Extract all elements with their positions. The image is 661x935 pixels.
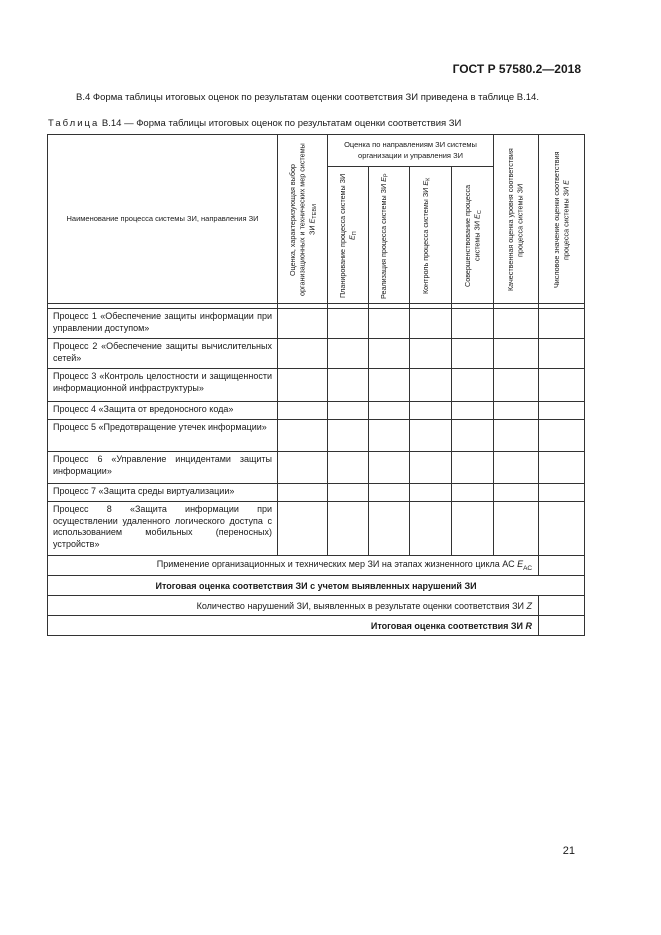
score-cell[interactable] [410, 309, 452, 339]
score-cell[interactable] [539, 420, 585, 452]
score-cell[interactable] [278, 402, 328, 420]
score-cell[interactable] [539, 369, 585, 402]
page-number: 21 [562, 845, 575, 857]
score-cell[interactable] [369, 502, 410, 556]
score-cell[interactable] [494, 452, 539, 484]
summary-z-symbol: Z [526, 600, 533, 611]
score-cell[interactable] [539, 484, 585, 502]
summary-r-text: Итоговая оценка соответствия ЗИ [370, 620, 524, 631]
score-cell[interactable] [494, 339, 539, 369]
header-measures-choice-text: Оценка, характеризующая выбор организационных и технических мер системы ЗИ [287, 143, 316, 297]
score-cell[interactable] [278, 309, 328, 339]
process-name: Процесс 8 «Защита информации при осуществлении удаленного логического доступа с использованием мобильных (переносных) устройств» [48, 502, 278, 556]
summary-eac-value[interactable] [539, 556, 585, 576]
score-cell[interactable] [328, 309, 369, 339]
score-cell[interactable] [494, 420, 539, 452]
summary-r-symbol: R [525, 620, 533, 631]
score-cell[interactable] [328, 402, 369, 420]
header-improvement-symbol: E [472, 214, 482, 220]
table-caption-text: В.14 — Форма таблицы итоговых оценок по результатам оценки соответствия ЗИ [99, 118, 462, 129]
score-cell[interactable] [328, 339, 369, 369]
table-row [48, 402, 585, 420]
summary-r-label [48, 616, 539, 636]
header-quality-level-text: Качественная оценка уровня соответствия процесса системы ЗИ [506, 148, 525, 292]
score-cell[interactable] [410, 502, 452, 556]
table-caption-label: Таблица [48, 118, 100, 129]
summary-z-label [48, 596, 539, 616]
process-name: Процесс 5 «Предотвращение утечек информации» [48, 420, 278, 452]
score-cell[interactable] [539, 339, 585, 369]
header-improvement [452, 167, 494, 304]
summary-row-eac [48, 556, 585, 576]
score-cell[interactable] [452, 502, 494, 556]
process-name: Процесс 2 «Обеспечение защиты вычислительных сетей» [48, 339, 278, 369]
score-cell[interactable] [328, 369, 369, 402]
process-name: Процесс 4 «Защита от вредоносного кода» [48, 402, 278, 420]
summary-eac-sub: АС [523, 564, 533, 572]
score-cell[interactable] [278, 484, 328, 502]
process-name: Процесс 6 «Управление инцидентами защиты информации» [48, 452, 278, 484]
header-improvement-text: Совершенствование процесса системы ЗИ [462, 184, 482, 288]
header-improvement-sub: С [476, 210, 483, 215]
header-numeric-value [539, 135, 585, 304]
header-implementation-symbol: E [379, 176, 388, 182]
summary-z-text: Количество нарушений ЗИ, выявленных в результате оценки соответствия ЗИ [196, 600, 525, 611]
score-cell[interactable] [410, 339, 452, 369]
score-cell[interactable] [452, 484, 494, 502]
table-row [48, 309, 585, 339]
score-cell[interactable] [369, 309, 410, 339]
score-cell[interactable] [328, 502, 369, 556]
summary-total-label: Итоговая оценка соответствия ЗИ с учетом выявленных нарушений ЗИ [48, 576, 585, 596]
score-cell[interactable] [278, 420, 328, 452]
score-cell[interactable] [452, 339, 494, 369]
score-cell[interactable] [452, 309, 494, 339]
header-control [410, 167, 452, 304]
score-cell[interactable] [369, 369, 410, 402]
summary-eac-text: Применение организационных и технических мер ЗИ на этапах жизненного цикла АС [156, 559, 515, 570]
table-row [48, 339, 585, 369]
header-control-text: Контроль процесса системы ЗИ [420, 187, 430, 295]
score-cell[interactable] [494, 402, 539, 420]
header-implementation [369, 167, 410, 304]
score-cell[interactable] [452, 369, 494, 402]
score-cell[interactable] [452, 420, 494, 452]
score-cell[interactable] [452, 452, 494, 484]
score-cell[interactable] [410, 402, 452, 420]
header-control-symbol: E [420, 181, 430, 186]
header-planning [328, 167, 369, 304]
score-cell[interactable] [369, 484, 410, 502]
header-measures-choice-symbol: E [306, 219, 316, 224]
table-row [48, 452, 585, 484]
header-measures-choice [278, 135, 328, 304]
score-cell[interactable] [410, 484, 452, 502]
table-row [48, 420, 585, 452]
header-quality-level [494, 135, 539, 304]
summary-row-total [48, 576, 585, 596]
header-numeric-value-text: Числовое значение оценки соответствия процесса системы ЗИ [551, 151, 571, 289]
score-cell[interactable] [452, 402, 494, 420]
header-measures-choice-sub: ТЕВИ [311, 204, 318, 220]
assessment-table [47, 134, 585, 636]
header-planning-symbol: E [347, 235, 357, 241]
table-row [48, 369, 585, 402]
summary-row-r [48, 616, 585, 636]
score-cell[interactable] [278, 452, 328, 484]
document-code: ГОСТ Р 57580.2—2018 [452, 62, 581, 76]
summary-eac-label [48, 556, 539, 576]
score-cell[interactable] [369, 452, 410, 484]
score-cell[interactable] [494, 309, 539, 339]
summary-eac-symbol: E [517, 559, 524, 570]
table-row [48, 502, 585, 556]
score-cell[interactable] [494, 502, 539, 556]
header-process-name: Наименование процесса системы ЗИ, направления ЗИ [48, 135, 278, 304]
table-caption [48, 118, 461, 129]
score-cell[interactable] [494, 369, 539, 402]
score-cell[interactable] [278, 369, 328, 402]
intro-paragraph: В.4 Форма таблицы итоговых оценок по результатам оценки соответствия ЗИ приведена в таблице В.14. [76, 92, 539, 103]
score-cell[interactable] [369, 402, 410, 420]
score-cell[interactable] [410, 369, 452, 402]
score-cell[interactable] [494, 484, 539, 502]
table-row [48, 484, 585, 502]
header-numeric-value-symbol: E [561, 180, 571, 185]
score-cell[interactable] [539, 309, 585, 339]
header-implementation-text: Реализация процесса системы ЗИ [379, 183, 388, 299]
header-planning-text: Планирование процесса системы ЗИ [338, 173, 347, 299]
score-cell[interactable] [410, 420, 452, 452]
score-cell[interactable] [539, 502, 585, 556]
score-cell[interactable] [539, 452, 585, 484]
summary-row-z [48, 596, 585, 616]
header-planning-sub: П [352, 231, 359, 236]
header-implementation-sub: Р [383, 173, 390, 177]
score-cell[interactable] [278, 502, 328, 556]
summary-r-value[interactable] [539, 616, 585, 636]
score-cell[interactable] [539, 402, 585, 420]
score-cell[interactable] [328, 420, 369, 452]
summary-z-value[interactable] [539, 596, 585, 616]
process-name: Процесс 1 «Обеспечение защиты информации при управлении доступом» [48, 309, 278, 339]
score-cell[interactable] [328, 484, 369, 502]
score-cell[interactable] [369, 420, 410, 452]
score-cell[interactable] [278, 339, 328, 369]
process-name: Процесс 3 «Контроль целостности и защищенности информационной инфраструктуры» [48, 369, 278, 402]
score-cell[interactable] [410, 452, 452, 484]
header-direction-group: Оценка по направлениям ЗИ системы организации и управления ЗИ [328, 135, 494, 167]
score-cell[interactable] [328, 452, 369, 484]
process-name: Процесс 7 «Защита среды виртуализации» [48, 484, 278, 502]
score-cell[interactable] [369, 339, 410, 369]
header-control-sub: К [424, 177, 431, 182]
